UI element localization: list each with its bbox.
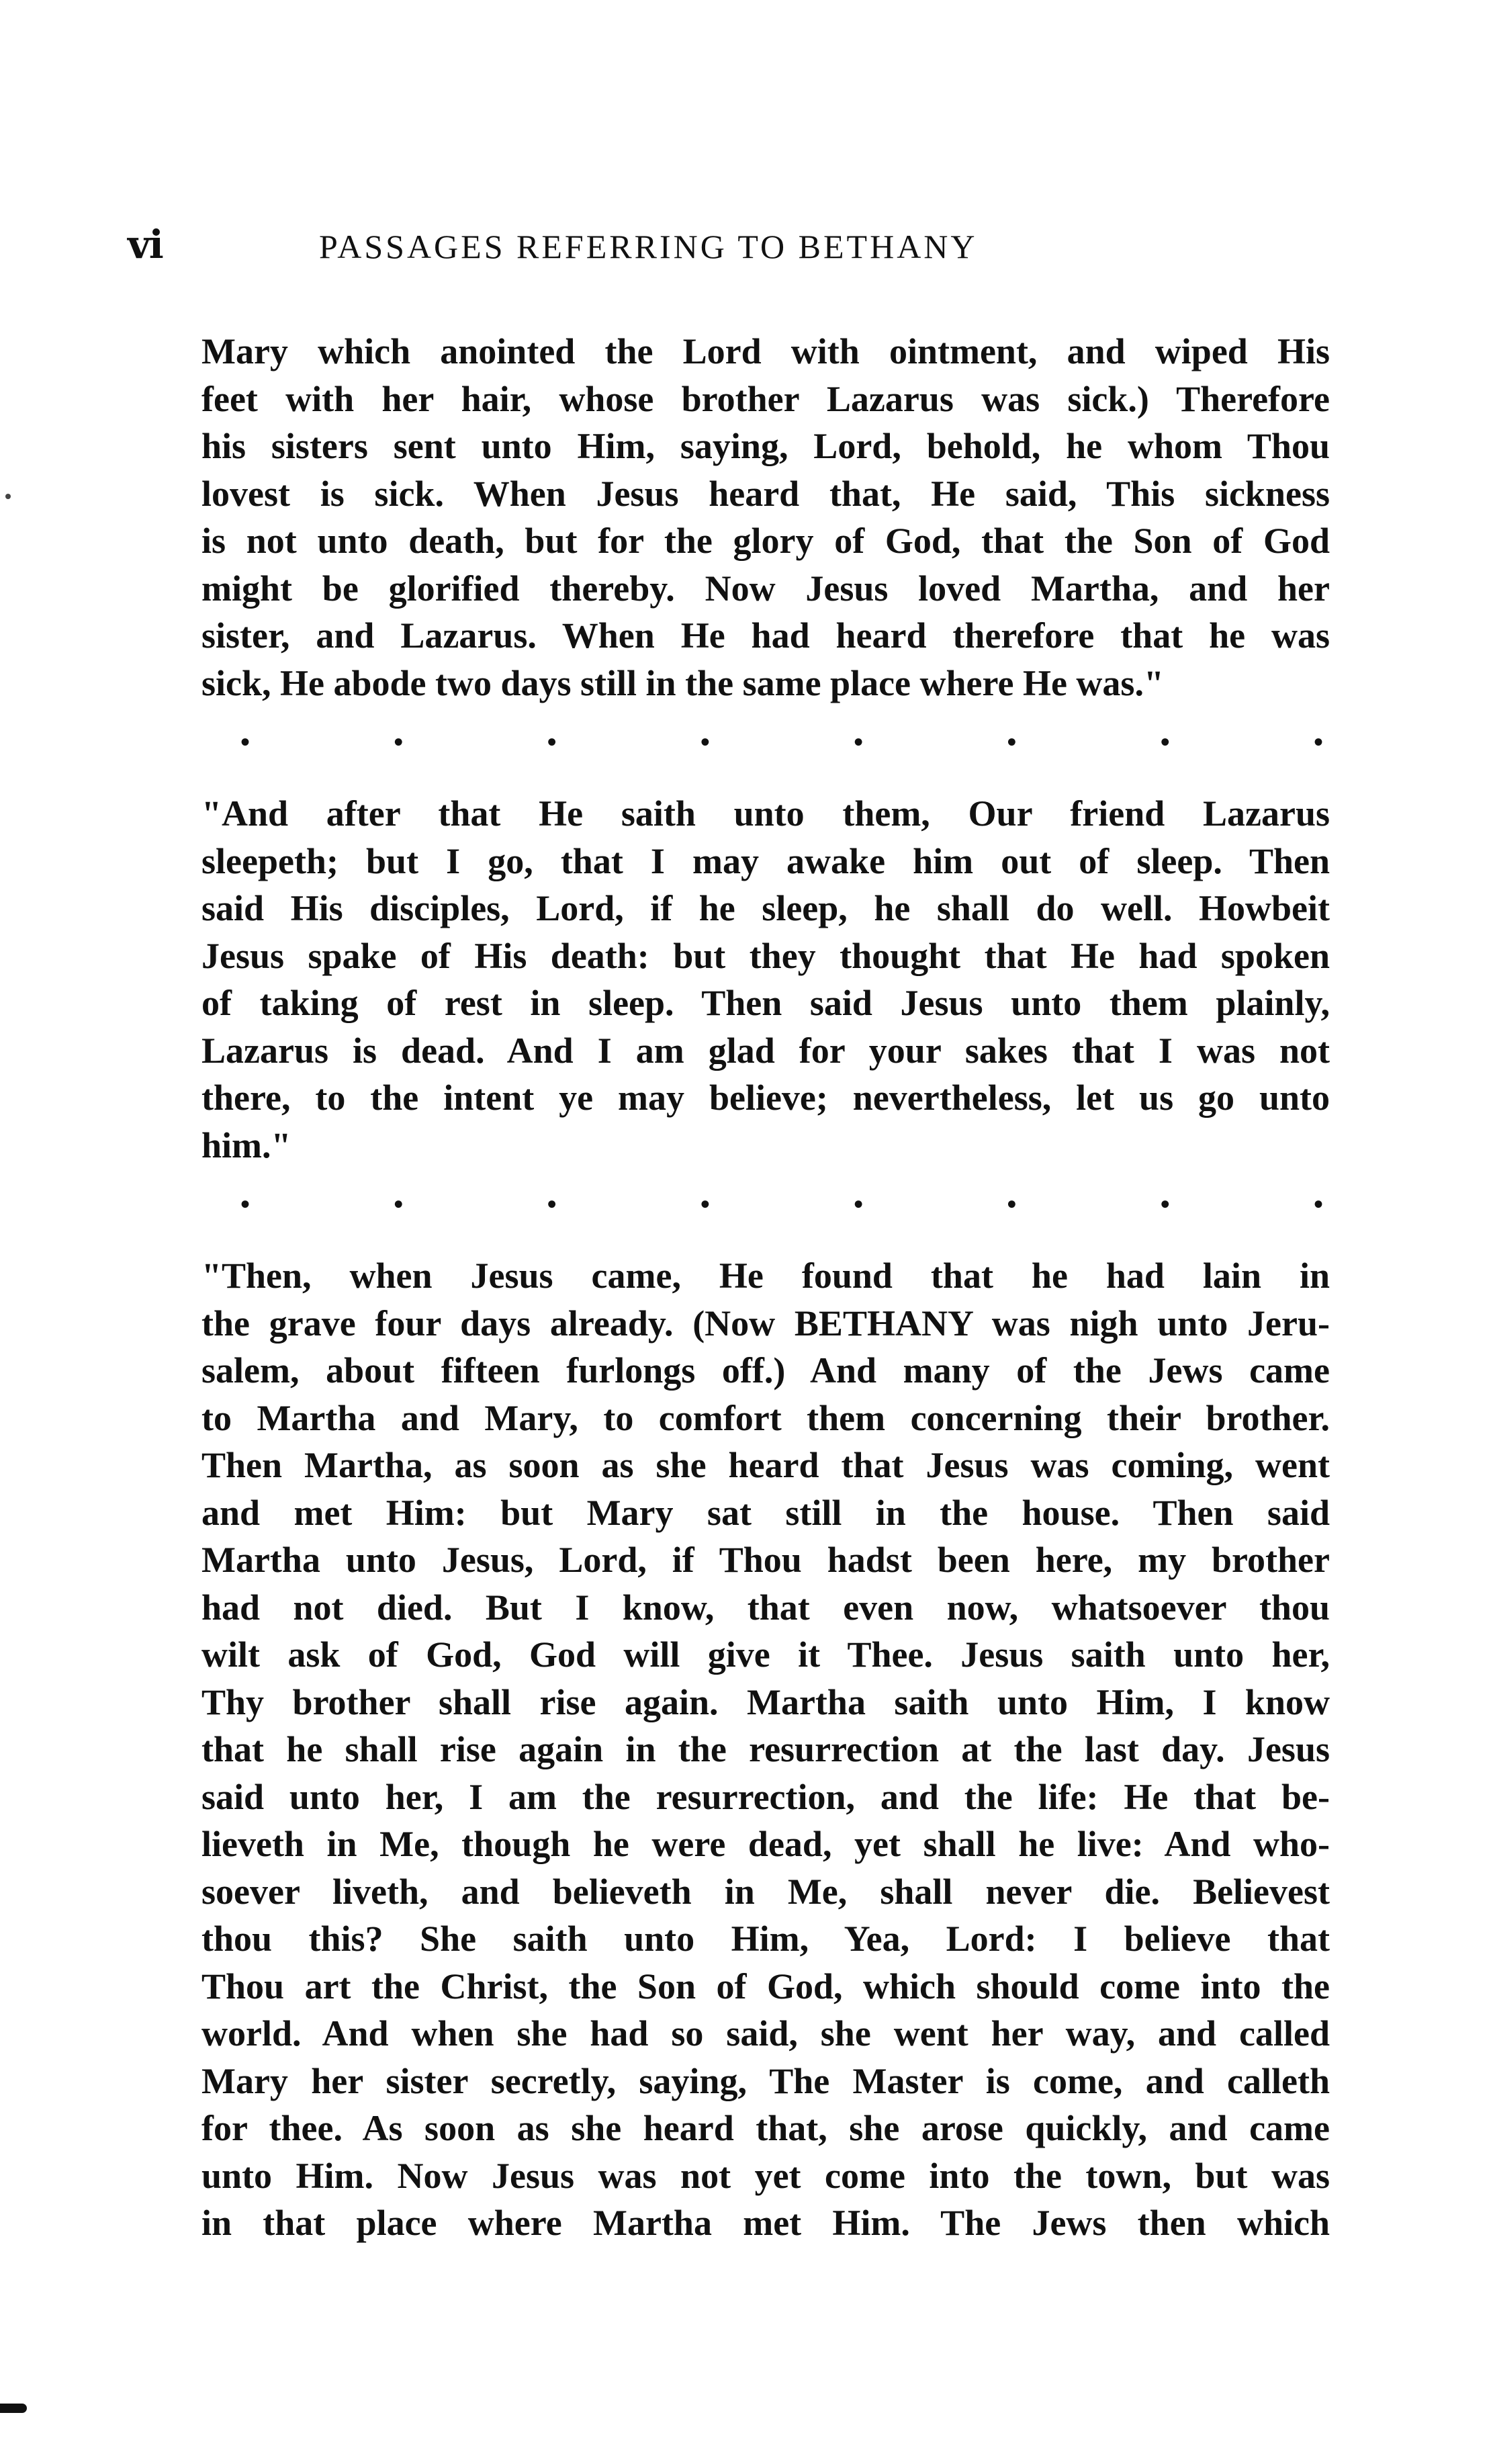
separator-dot: • — [547, 727, 557, 757]
text-line: Then Martha, as soon as she heard that Jesus was coming, went — [201, 1445, 1330, 1485]
text-line: sleepeth; but I go, that I may awake him out of sleep. Then — [201, 840, 1330, 881]
text-line: to Martha and Mary, to comfort them concerning their brother. — [201, 1397, 1330, 1438]
separator-dot: • — [240, 1189, 251, 1219]
text-line: Lazarus is dead. And I am glad for your sakes that I was not — [201, 1030, 1330, 1071]
text-line: might be glorified thereby. Now Jesus loved Martha, and her — [201, 568, 1330, 609]
text-line: said His disciples, Lord, if he sleep, he shall do well. Howbeit — [201, 888, 1330, 928]
separator-dot: • — [1007, 1189, 1017, 1219]
separator-dot: • — [394, 1189, 404, 1219]
text-line: lovest is sick. When Jesus heard that, He said, This sickness — [201, 473, 1330, 514]
paragraph-2 — [201, 790, 1330, 1169]
text-line: thou this? She saith unto Him, Yea, Lord: I believe that — [201, 1919, 1330, 1959]
text-line: in that place where Martha met Him. The Jews then which — [201, 2203, 1330, 2243]
text-line: of taking of rest in sleep. Then said Jesus unto them plainly, — [201, 983, 1330, 1023]
running-head: PASSAGES REFERRING TO BETHANY — [319, 228, 978, 265]
text-line: lieveth in Me, though he were dead, yet shall he live: And who- — [201, 1824, 1330, 1864]
separator-dot: • — [547, 1189, 557, 1219]
separator-dot: • — [854, 1189, 864, 1219]
separator-dot: • — [1160, 727, 1170, 757]
text-line: Jesus spake of His death: but they thought that He had spoken — [201, 935, 1330, 976]
text-line: world. And when she had so said, she went her way, and called — [201, 2013, 1330, 2054]
separator-dot: • — [700, 1189, 710, 1219]
scan-edge-mark — [0, 2404, 27, 2413]
text-line: Mary her sister secretly, saying, The Master is come, and calleth — [201, 2060, 1330, 2101]
page-number: vi — [128, 222, 163, 267]
text-line: had not died. But I know, that even now, whatsoever thou — [201, 1587, 1330, 1628]
text-line: Thy brother shall rise again. Martha saith unto Him, I know — [201, 1681, 1330, 1722]
separator-dot: • — [1313, 1189, 1323, 1219]
text-line: is not unto death, but for the glory of God, that the Son of God — [201, 521, 1330, 561]
text-line: said unto her, I am the resurrection, and the life: He that be- — [201, 1776, 1330, 1817]
text-line: Martha unto Jesus, Lord, if Thou hadst been here, my brother — [201, 1540, 1330, 1580]
text-line: sister, and Lazarus. When He had heard therefore that he was — [201, 615, 1330, 656]
text-line: Mary which anointed the Lord with ointment, and wiped His — [201, 331, 1330, 371]
text-line: "And after that He saith unto them, Our friend Lazarus — [201, 793, 1330, 834]
text-line: unto Him. Now Jesus was not yet come into the town, but was — [201, 2155, 1330, 2196]
separator-dot: • — [394, 727, 404, 757]
ellipsis-separator — [240, 724, 1323, 760]
paragraph-3 — [201, 1252, 1330, 2247]
page-header — [128, 222, 1148, 275]
ellipsis-separator — [240, 1186, 1323, 1223]
text-line: salem, about fifteen furlongs off.) And many of the Jews came — [201, 1350, 1330, 1391]
text-line: sick, He abode two days still in the same place where He was." — [201, 662, 1164, 703]
separator-dot: • — [854, 727, 864, 757]
separator-dot: • — [1313, 727, 1323, 757]
separator-dot: • — [240, 727, 251, 757]
text-line: "Then, when Jesus came, He found that he had lain in — [201, 1256, 1330, 1296]
text-line: him." — [201, 1125, 291, 1165]
text-line: there, to the intent ye may believe; nevertheless, let us go unto — [201, 1077, 1330, 1118]
text-line: the grave four days already. (Now BETHANY was nigh unto Jeru- — [201, 1303, 1330, 1344]
scan-speck — [5, 494, 11, 499]
separator-dot: • — [1007, 727, 1017, 757]
text-line: for thee. As soon as she heard that, she arose quickly, and came — [201, 2108, 1330, 2148]
body-text — [201, 328, 1330, 2247]
separator-dot: • — [1160, 1189, 1170, 1219]
text-line: and met Him: but Mary sat still in the house. Then said — [201, 1492, 1330, 1533]
text-line: his sisters sent unto Him, saying, Lord, behold, he whom Thou — [201, 426, 1330, 466]
separator-dot: • — [700, 727, 710, 757]
text-line: Thou art the Christ, the Son of God, which should come into the — [201, 1966, 1330, 2007]
text-line: soever liveth, and believeth in Me, shall never die. Believest — [201, 1871, 1330, 1912]
text-line: that he shall rise again in the resurrection at the last day. Jesus — [201, 1729, 1330, 1769]
text-line: wilt ask of God, God will give it Thee. Jesus saith unto her, — [201, 1634, 1330, 1675]
paragraph-1 — [201, 328, 1330, 707]
text-line: feet with her hair, whose brother Lazarus was sick.) Therefore — [201, 378, 1330, 419]
